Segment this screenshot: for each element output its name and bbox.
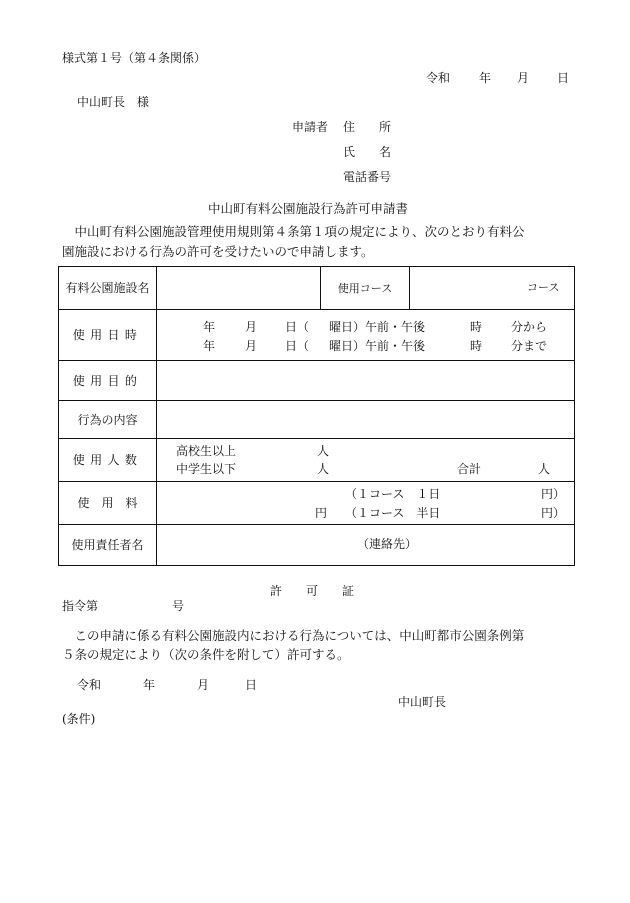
permit-body-line-2: ５条の規定により（次の条件を附して）許可する。 [62,647,350,662]
course-field[interactable] [410,267,575,310]
end-day: 日（ [285,339,310,353]
facility-row [59,267,575,310]
year-label: 年 [479,71,492,85]
permit-day: 日 [245,678,258,692]
end-hour: 時 [470,339,483,353]
directive-number-suffix: 号 [172,599,185,613]
permit-year: 年 [143,678,156,692]
high-school-unit: 人 [317,444,330,458]
end-minute-until: 分まで [511,339,548,353]
start-hour: 時 [470,320,483,334]
addressee: 中山町長 様 [77,95,150,109]
fee-label: 使 用 料 [59,482,157,525]
start-year: 年 [203,320,216,334]
fee-total-yen: 円 [315,506,328,520]
total-label: 合計 [457,462,482,476]
content-row [59,401,575,439]
phone-label: 電話番号 [343,170,392,184]
facility-label: 有料公園施設名 [59,267,157,310]
end-month: 月 [245,339,258,353]
total-unit: 人 [538,462,551,476]
facility-name-field[interactable] [157,267,321,310]
manager-row [59,525,575,566]
manager-label: 使用責任者名 [59,525,157,566]
form-title: 中山町有料公園施設行為許可申請書 [208,201,409,216]
start-day: 日（ [285,320,310,334]
middle-school-unit: 人 [317,462,330,476]
intro-line-1: 中山町有料公園施設管理使用規則第４条第１項の規定により、次のとおり有料公 [62,224,525,239]
fee-day-label: （１コース １日 [345,487,441,501]
month-label: 月 [517,71,530,85]
middle-school-label: 中学生以下 [176,462,237,476]
fee-row [59,482,575,525]
datetime-field[interactable] [157,310,575,361]
high-school-label: 高校生以上 [176,444,237,458]
applicant-label: 申請者 [292,120,329,134]
start-weekday-ampm: 曜日）午前・午後 [329,320,426,334]
purpose-label: 使用目的 [59,361,157,401]
fee-field[interactable] [157,482,575,525]
conditions-label: (条件) [62,712,96,726]
people-row [59,439,575,482]
start-month: 月 [245,320,258,334]
end-year: 年 [203,339,216,353]
intro-line-2: 園施設における行為の許可を受けたいので申請します。 [62,244,374,259]
fee-day-yen: 円） [541,487,566,501]
permit-title: 許 可 証 [270,584,355,598]
contact-label: （連絡先） [357,537,418,551]
signer: 中山町長 [398,695,447,709]
purpose-row [59,361,575,401]
content-label: 行為の内容 [59,401,157,439]
directive-label: 指令第 [62,599,99,613]
permit-body-line-1: この申請に係る有料公園施設内における行為については、中山町都市公園条例第 [62,628,525,643]
course-suffix: コース [527,281,560,294]
name-label: 氏 名 [343,145,392,159]
fee-half-label: （１コース 半日 [345,506,441,520]
permit-month: 月 [197,678,210,692]
manager-field[interactable] [157,525,575,566]
people-field[interactable] [157,439,575,482]
application-table [58,266,575,566]
people-label: 使用人数 [59,439,157,482]
end-weekday-ampm: 曜日）午前・午後 [329,339,426,353]
address-label: 住 所 [343,120,392,134]
course-label: 使用コース [321,267,410,310]
purpose-field[interactable] [157,361,575,401]
fee-half-yen: 円） [541,506,566,520]
day-label: 日 [557,71,570,85]
start-minute-from: 分から [511,320,548,334]
form-number: 様式第１号（第４条関係） [62,51,207,65]
content-field[interactable] [157,401,575,439]
datetime-label: 使用日時 [59,310,157,361]
permit-era: 令和 [77,678,102,692]
datetime-row [59,310,575,361]
era-label: 令和 [426,71,451,85]
